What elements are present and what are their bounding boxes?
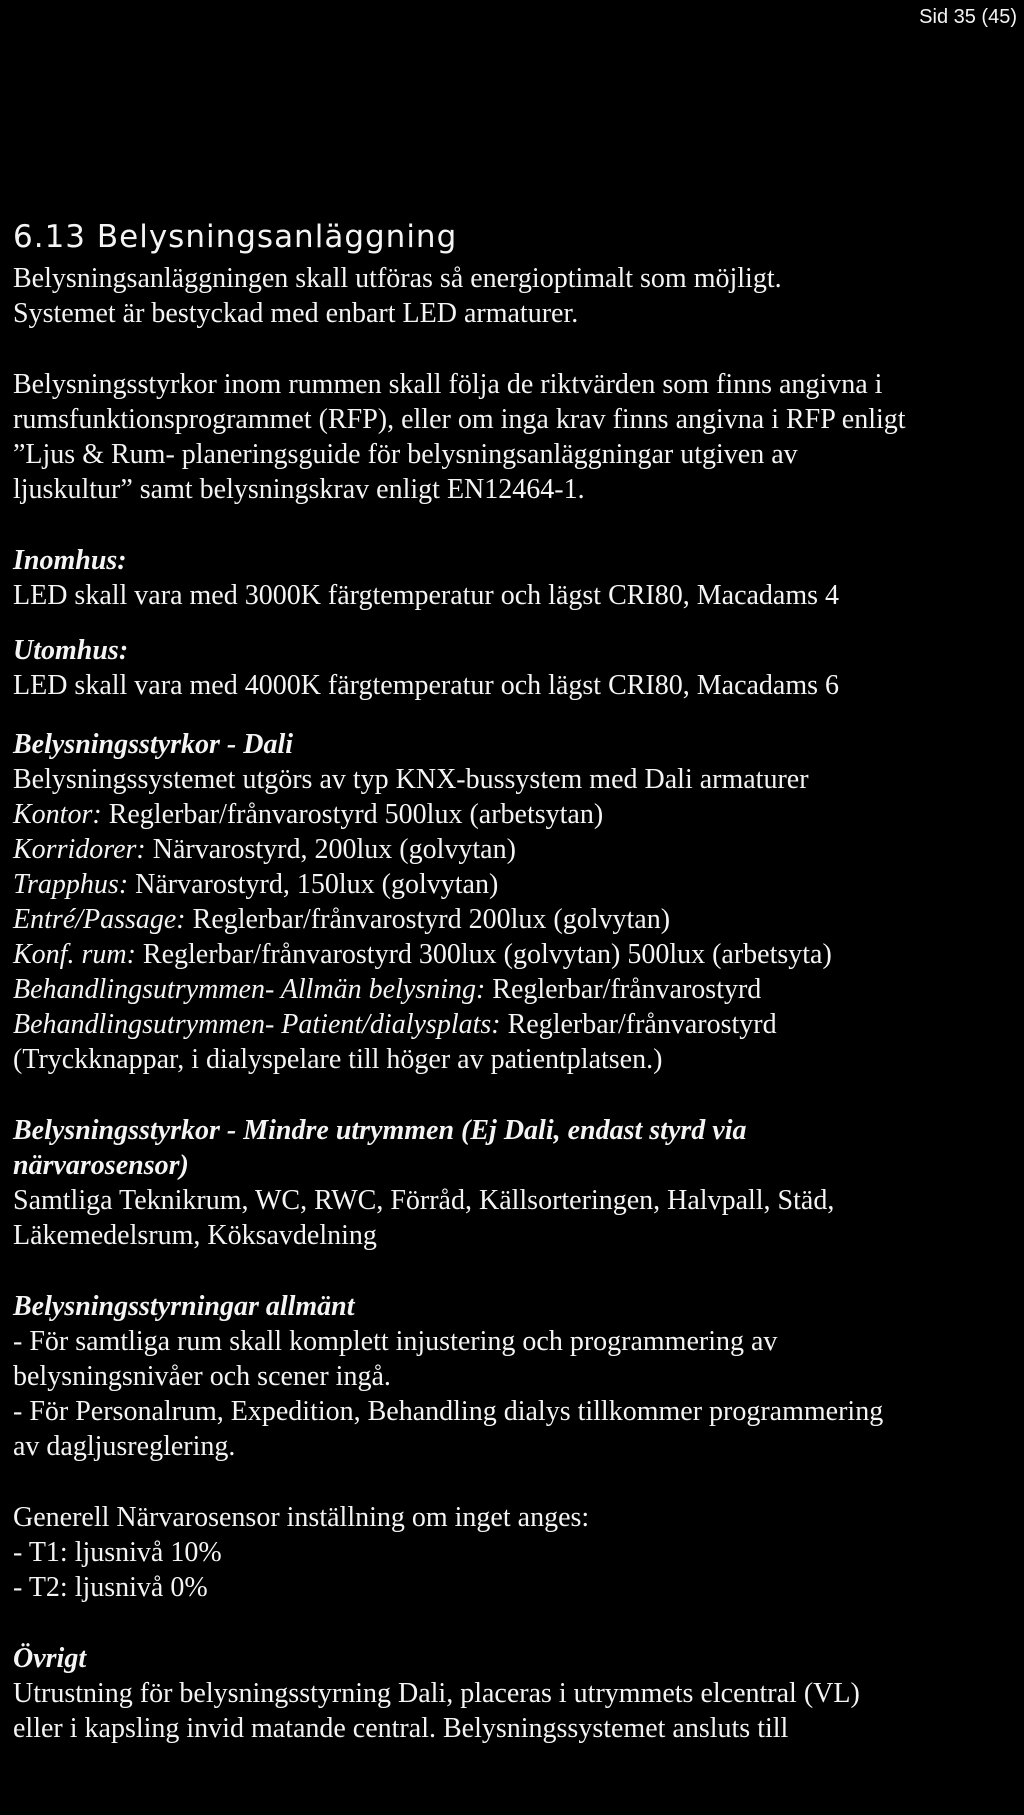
dali-row-entre — [13, 902, 1013, 937]
styrningar-line: av dagljusreglering. — [13, 1431, 236, 1462]
requirements-paragraph — [13, 367, 1013, 507]
dali-row-text: Reglerbar/frånvarostyrd 200lux (golvytan) — [185, 904, 671, 935]
mindre-label: Belysningsstyrkor - Mindre utrymmen (Ej Dali, endast styrd via — [13, 1115, 747, 1146]
dali-row-term: Behandlingsutrymmen- Allmän belysning: — [13, 974, 486, 1005]
narvaro-line: Generell Närvarosensor inställning om inget anges: — [13, 1502, 590, 1533]
mindre-line: Samtliga Teknikrum, WC, RWC, Förråd, Källsorteringen, Halvpall, Städ, — [13, 1185, 835, 1216]
intro-paragraph — [13, 261, 1013, 331]
requirements-line: ”Ljus & Rum- planeringsguide för belysningsanläggningar utgiven av — [13, 439, 798, 470]
dali-row-korridorer — [13, 832, 1013, 867]
dali-row-kontor — [13, 797, 1013, 832]
mindre-section — [13, 1113, 1013, 1253]
styrningar-label: Belysningsstyrningar allmänt — [13, 1291, 355, 1322]
inomhus-text: LED skall vara med 3000K färgtemperatur och lägst CRI80, Macadams 4 — [13, 580, 840, 611]
mindre-line: Läkemedelsrum, Köksavdelning — [13, 1220, 377, 1251]
dali-row-text: Närvarostyrd, 150lux (golvytan) — [128, 869, 499, 900]
ovrigt-line: Utrustning för belysningsstyrning Dali, placeras i utrymmets elcentral (VL) — [13, 1678, 860, 1709]
dali-row-term: Trapphus: — [13, 869, 129, 900]
dali-row-term: Konf. rum: — [13, 939, 136, 970]
ovrigt-label: Övrigt — [13, 1643, 87, 1674]
dali-row-text: Reglerbar/frånvarostyrd 500lux (arbetsytan) — [101, 799, 604, 830]
dali-row-text: Närvarostyrd, 200lux (golvytan) — [145, 834, 516, 865]
styrningar-section — [13, 1289, 1013, 1464]
requirements-line: rumsfunktionsprogrammet (RFP), eller om inga krav finns angivna i RFP enligt — [13, 404, 906, 435]
narvaro-line: - T2: ljusnivå 0% — [13, 1572, 208, 1603]
ovrigt-section — [13, 1641, 1013, 1746]
intro-line: Systemet är bestyckad med enbart LED armaturer. — [13, 298, 579, 329]
dali-row-text: Reglerbar/frånvarostyrd — [500, 1009, 777, 1040]
inomhus-section — [13, 543, 1013, 613]
dali-system-text: Belysningssystemet utgörs av typ KNX-bussystem med Dali armaturer — [13, 764, 809, 795]
dali-row-term: Entré/Passage: — [13, 904, 186, 935]
dali-row-text: Reglerbar/frånvarostyrd 300lux (golvytan) 500lux (arbetsyta) — [135, 939, 832, 970]
utomhus-section — [13, 633, 1013, 703]
narvaro-line: - T1: ljusnivå 10% — [13, 1537, 222, 1568]
utomhus-text: LED skall vara med 4000K färgtemperatur och lägst CRI80, Macadams 6 — [13, 670, 840, 701]
requirements-line: ljuskultur” samt belysningskrav enligt EN12464-1. — [13, 474, 585, 505]
dali-row-term: Behandlingsutrymmen- Patient/dialysplats: — [13, 1009, 501, 1040]
dali-note: (Tryckknappar, i dialyspelare till höger av patientplatsen.) — [13, 1044, 663, 1075]
narvaro-section — [13, 1500, 1013, 1605]
dali-section — [13, 727, 1013, 1077]
dali-row-term: Korridorer: — [13, 834, 146, 865]
document-content — [13, 216, 1013, 1782]
dali-row-trapphus — [13, 867, 1013, 902]
mindre-label: närvarosensor) — [13, 1150, 189, 1181]
styrningar-line: - För Personalrum, Expedition, Behandling dialys tillkommer programmering — [13, 1396, 884, 1427]
inomhus-label: Inomhus: — [13, 545, 127, 576]
styrningar-line: belysningsnivåer och scener ingå. — [13, 1361, 391, 1392]
dali-label: Belysningsstyrkor - Dali — [13, 729, 294, 760]
dali-row-behandling-patient — [13, 1007, 1013, 1042]
dali-row-term: Kontor: — [13, 799, 102, 830]
dali-row-text: Reglerbar/frånvarostyrd — [485, 974, 762, 1005]
page-number: Sid 35 (45) — [919, 6, 1017, 28]
dali-row-behandling-allman — [13, 972, 1013, 1007]
dali-row-konf — [13, 937, 1013, 972]
section-heading: 6.13 Belysningsanläggning — [13, 219, 458, 255]
intro-line: Belysningsanläggningen skall utföras så energioptimalt som möjligt. — [13, 263, 782, 294]
styrningar-line: - För samtliga rum skall komplett injustering och programmering av — [13, 1326, 778, 1357]
utomhus-label: Utomhus: — [13, 635, 129, 666]
ovrigt-line: eller i kapsling invid matande central. Belysningssystemet ansluts till — [13, 1713, 789, 1744]
requirements-line: Belysningsstyrkor inom rummen skall följa de riktvärden som finns angivna i — [13, 369, 883, 400]
